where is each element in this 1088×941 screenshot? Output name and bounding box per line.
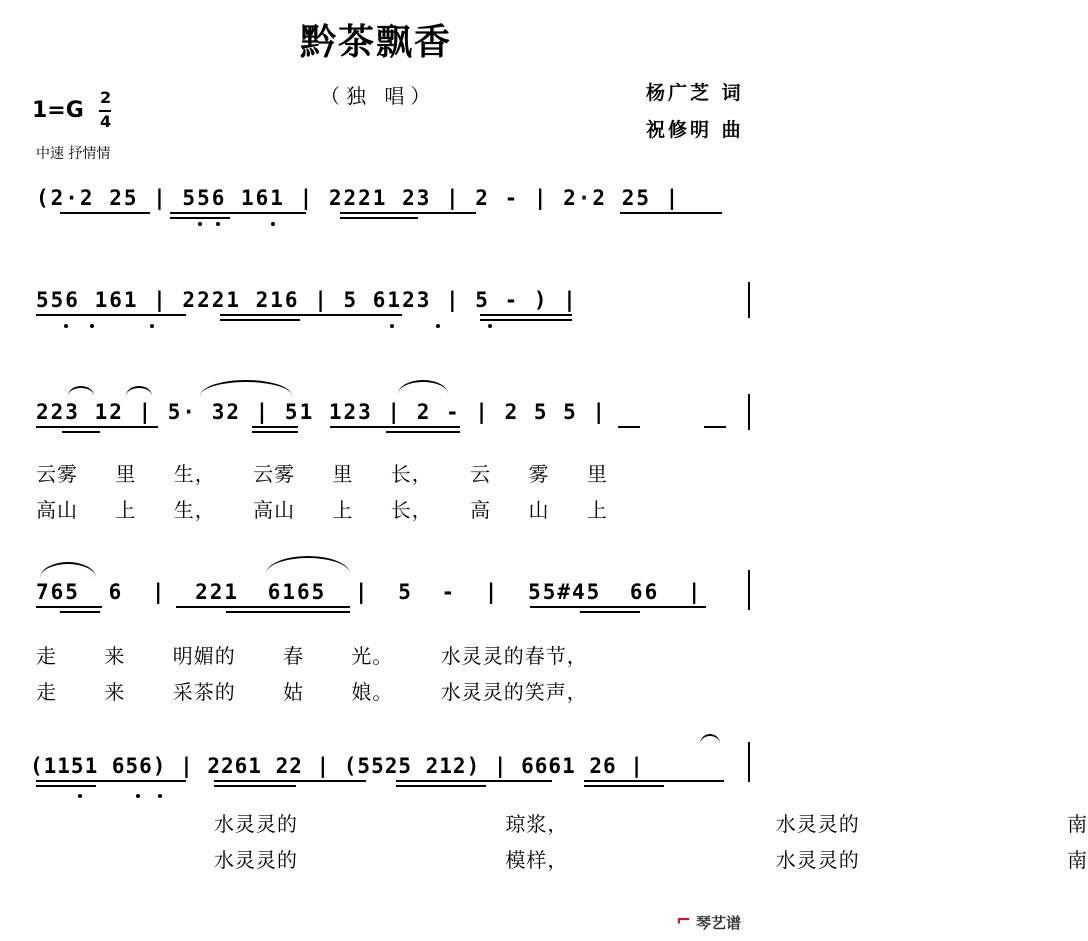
lyrics-verse-2: 水灵灵的 模样， 水灵灵的 南 — [214, 848, 1088, 872]
underline — [396, 785, 486, 787]
underline — [480, 314, 572, 316]
slur — [68, 386, 94, 396]
lyrics-verse-1: 水灵灵的 琼浆， 水灵灵的 南 — [214, 812, 1088, 836]
underline — [340, 212, 476, 214]
tempo-marking: 中速 抒情情 — [36, 146, 111, 162]
underline — [396, 780, 552, 782]
slur — [200, 380, 292, 396]
lyrics-verse-1: 云雾 里 生， 云雾 里 长， 云 雾 里 — [36, 462, 608, 486]
underline — [252, 431, 298, 433]
barline — [748, 282, 750, 318]
low-octave-dot — [271, 222, 275, 226]
time-signature-bottom: 4 — [100, 112, 112, 131]
underline — [60, 611, 100, 613]
underline — [176, 606, 350, 608]
barline — [748, 742, 750, 782]
slur — [126, 386, 152, 396]
subtitle: （独 唱） — [320, 84, 437, 108]
notation-row-4: 765 6 | 221 6165 | 5 - | 55#45 66 | — [36, 580, 703, 604]
notation-row-3: 223 12 | 5· 32 | 51 123 | 2 - | 2 5 5 | — [36, 400, 608, 424]
lyrics-verse-2: 高山 上 生， 高山 上 长， 高 山 上 — [36, 498, 608, 522]
underline — [584, 780, 724, 782]
underline — [220, 319, 300, 321]
low-octave-dot — [198, 222, 202, 226]
barline — [748, 394, 750, 430]
low-octave-dot — [150, 324, 154, 328]
low-octave-dot — [90, 324, 94, 328]
underline — [170, 212, 306, 214]
slur — [266, 556, 350, 574]
notation-row-2: 556 161 | 2221 216 | 5 6123 | 5 - ) | — [36, 288, 578, 312]
underline — [584, 785, 664, 787]
underline — [220, 314, 402, 316]
low-octave-dot — [436, 324, 440, 328]
notation-row-1: (2·2 25 | 556 161 | 2221 23 | 2 - | 2·2 25 | — [36, 186, 681, 210]
underline — [620, 212, 722, 214]
underline — [386, 431, 460, 433]
watermark-logo-icon: ⌐ — [676, 910, 692, 931]
song-title: 黔茶飘香 — [300, 21, 453, 63]
underline — [480, 319, 572, 321]
underline — [530, 606, 706, 608]
composer-credit: 祝修明 曲 — [646, 119, 744, 141]
underline — [170, 217, 230, 219]
underline — [36, 314, 186, 316]
lyrics-verse-2: 走 来 采茶的 姑 娘。 水灵灵的笑声， — [36, 680, 588, 704]
low-octave-dot — [390, 324, 394, 328]
lyricist-credit: 杨广芝 词 — [646, 82, 744, 104]
underline — [36, 785, 96, 787]
underline — [36, 606, 102, 608]
underline — [60, 212, 150, 214]
notation-row-5: (1151 656) | 2261 22 | (5525 212) | 6661 26 | — [30, 754, 644, 778]
underline — [62, 431, 100, 433]
low-octave-dot — [158, 794, 162, 798]
lyrics-verse-1: 走 来 明媚的 春 光。 水灵灵的春节， — [36, 644, 588, 668]
watermark: 琴艺谱 — [696, 914, 742, 932]
underline — [36, 780, 186, 782]
underline — [214, 785, 296, 787]
low-octave-dot — [216, 222, 220, 226]
underline — [36, 426, 158, 428]
underline — [330, 426, 460, 428]
underline — [226, 611, 350, 613]
low-octave-dot — [136, 794, 140, 798]
underline — [214, 780, 366, 782]
low-octave-dot — [64, 324, 68, 328]
underline — [340, 217, 418, 219]
underline — [704, 426, 726, 428]
slur — [700, 734, 720, 744]
barline — [748, 570, 750, 610]
key-signature: 1=G — [32, 98, 84, 123]
time-signature-top: 2 — [100, 88, 112, 107]
underline — [580, 611, 640, 613]
underline — [618, 426, 640, 428]
slur — [398, 380, 448, 394]
slur — [40, 562, 96, 578]
low-octave-dot — [488, 324, 492, 328]
low-octave-dot — [78, 794, 82, 798]
underline — [252, 426, 298, 428]
